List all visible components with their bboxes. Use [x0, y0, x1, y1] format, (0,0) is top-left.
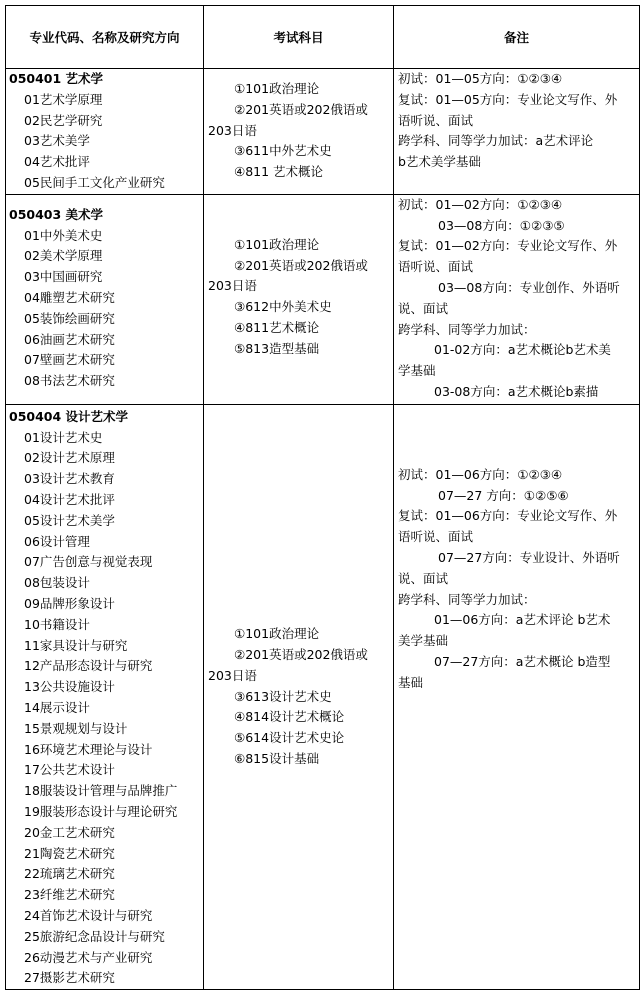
note-line: 说、面试 [398, 570, 449, 586]
note-line: 语听说、面试 [398, 529, 474, 545]
direction-item: 14展示设计 [24, 699, 90, 715]
note-line: 学基础 [398, 363, 436, 379]
note-line: 跨学科、同等学力加试： [398, 591, 536, 607]
direction-item: 15景观规划与设计 [24, 720, 128, 736]
note-line: b艺术美学基础 [398, 154, 481, 170]
direction-item: 19服装形态设计与理论研究 [24, 803, 178, 819]
note-line: 初试：01—06方向：①②③④ [398, 466, 563, 482]
direction-item: 27摄影艺术研究 [24, 970, 115, 986]
direction-item: 06油画艺术研究 [24, 331, 115, 347]
direction-item: 08书法艺术研究 [24, 373, 115, 389]
table-row [6, 404, 640, 989]
direction-item: 12产品形态设计与研究 [24, 658, 153, 674]
note-line: 03-08方向：a艺术概论b素描 [434, 383, 599, 399]
note-line: 07—27方向：专业设计、外语听 [438, 549, 620, 565]
direction-item: 26动漫艺术与产业研究 [24, 949, 153, 965]
note-line: 复试：01—06方向：专业论文写作、外 [398, 508, 618, 524]
direction-item: 11家具设计与研究 [24, 637, 128, 653]
major-title: 050403 美术学 [9, 206, 104, 222]
table-row [6, 69, 640, 195]
subject-item: ①101政治理论 [234, 626, 320, 642]
subject-item: ③613设计艺术史 [234, 688, 332, 704]
note-line: 07—27 方向：①②⑤⑥ [438, 487, 569, 503]
admission-table [5, 5, 640, 990]
major-cell [6, 194, 204, 404]
note-line: 初试：01—02方向：①②③④ [398, 196, 563, 212]
note-line: 跨学科、同等学力加试：a艺术评论 [398, 133, 594, 149]
direction-item: 03中国画研究 [24, 269, 103, 285]
subjects-cell [204, 194, 394, 404]
subject-item: ②201英语或202俄语或 [234, 646, 368, 662]
note-line: 01-02方向：a艺术概论b艺术美 [434, 342, 611, 358]
subjects-cell [204, 69, 394, 195]
note-line: 复试：01—05方向：专业论文写作、外 [398, 91, 618, 107]
note-line: 说、面试 [398, 300, 449, 316]
subject-item: ④811艺术概论 [234, 319, 320, 335]
subject-item: ①101政治理论 [234, 81, 320, 96]
direction-item: 21陶瓷艺术研究 [24, 845, 115, 861]
direction-item: 22琉璃艺术研究 [24, 866, 115, 882]
direction-item: 02设计艺术原理 [24, 450, 115, 466]
direction-item: 23纤维艺术研究 [24, 887, 115, 903]
major-cell [6, 404, 204, 989]
note-line: 初试：01—05方向：①②③④ [398, 71, 563, 86]
direction-item: 24首饰艺术设计与研究 [24, 907, 153, 923]
direction-item: 09品牌形象设计 [24, 595, 115, 611]
header-row [6, 6, 640, 69]
header-subjects: 考试科目 [204, 6, 394, 69]
direction-item: 08包装设计 [24, 575, 90, 591]
direction-item: 02民艺学研究 [24, 112, 103, 128]
subject-item: 203日语 [208, 278, 257, 294]
subject-item: ④814设计艺术概论 [234, 709, 345, 725]
subject-item: ③612中外美术史 [234, 299, 332, 315]
direction-item: 03设计艺术教育 [24, 471, 115, 487]
direction-item: 01艺术学原理 [24, 91, 103, 107]
direction-item: 07广告创意与视觉表现 [24, 554, 153, 570]
major-cell [6, 69, 204, 195]
direction-item: 04艺术批评 [24, 154, 90, 170]
direction-item: 01设计艺术史 [24, 429, 103, 445]
subject-item: 203日语 [208, 667, 257, 683]
table-row [6, 194, 640, 404]
subject-item: ④811 艺术概论 [234, 164, 324, 180]
direction-item: 13公共设施设计 [24, 679, 115, 695]
notes-cell [394, 404, 640, 989]
direction-item: 18服装设计管理与品牌推广 [24, 783, 178, 799]
note-line: 基础 [398, 674, 424, 690]
direction-item: 05民间手工文化产业研究 [24, 174, 165, 190]
note-line: 07—27方向：a艺术概论 b造型 [434, 653, 611, 669]
note-line: 复试：01—02方向：专业论文写作、外 [398, 238, 618, 254]
subject-item: ⑥815设计基础 [234, 750, 320, 766]
note-line: 语听说、面试 [398, 112, 474, 128]
note-line: 03—08方向：专业创作、外语听 [438, 279, 620, 295]
direction-item: 05设计艺术美学 [24, 512, 115, 528]
direction-item: 07壁画艺术研究 [24, 352, 115, 368]
note-line: 03—08方向：①②③⑤ [438, 217, 565, 233]
notes-cell [394, 69, 640, 195]
note-line: 语听说、面试 [398, 259, 474, 275]
header-major: 专业代码、名称及研究方向 [6, 6, 204, 69]
direction-item: 03艺术美学 [24, 133, 90, 149]
direction-item: 06设计管理 [24, 533, 90, 549]
header-notes: 备注 [394, 6, 640, 69]
subject-item: ①101政治理论 [234, 236, 320, 252]
subject-item: ⑤813造型基础 [234, 340, 320, 356]
direction-item: 02美术学原理 [24, 248, 103, 264]
subject-item: ②201英语或202俄语或 [234, 101, 368, 117]
subject-item: ⑤614设计艺术史论 [234, 730, 345, 746]
direction-item: 05装饰绘画研究 [24, 310, 115, 326]
subject-item: 203日语 [208, 122, 257, 138]
direction-item: 25旅游纪念品设计与研究 [24, 928, 165, 944]
note-line: 美学基础 [398, 633, 449, 649]
direction-item: 20金工艺术研究 [24, 824, 115, 840]
direction-item: 16环境艺术理论与设计 [24, 741, 153, 757]
note-line: 01—06方向：a艺术评论 b艺术 [434, 612, 611, 628]
direction-item: 10书籍设计 [24, 616, 90, 632]
notes-cell [394, 194, 640, 404]
direction-item: 04雕塑艺术研究 [24, 289, 115, 305]
direction-item: 01中外美术史 [24, 227, 103, 243]
major-title: 050404 设计艺术学 [9, 408, 129, 424]
note-line: 跨学科、同等学力加试： [398, 321, 536, 337]
subjects-cell [204, 404, 394, 989]
direction-item: 04设计艺术批评 [24, 491, 115, 507]
direction-item: 17公共艺术设计 [24, 762, 115, 778]
subject-item: ③611中外艺术史 [234, 143, 332, 159]
subject-item: ②201英语或202俄语或 [234, 257, 368, 273]
major-title: 050401 艺术学 [9, 71, 104, 86]
